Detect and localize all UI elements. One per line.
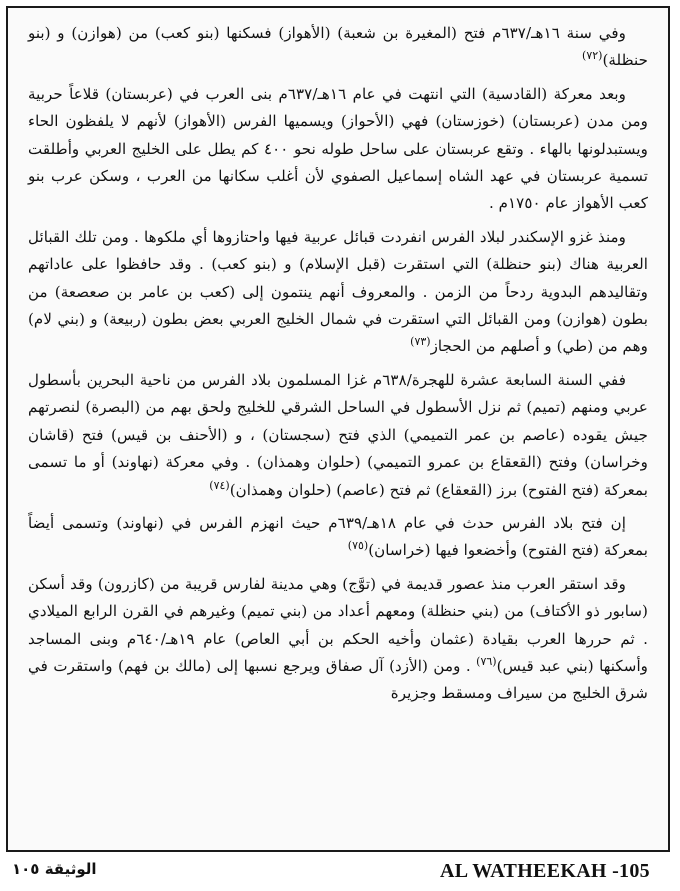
- footnote-ref[interactable]: (٧٣): [410, 335, 431, 349]
- journal-name-arabic: الوثيقة ١٠٥: [12, 860, 97, 878]
- paragraph-text: ومنذ غزو الإسكندر لبلاد الفرس انفردت قبائل عربية فيها واحتازوها أي ملكوها . ومن تلك القبائل العربية هناك (بنو حنظلة) التي استقرت (قبل الإسلام) و (بنو كعب) . وقد حافظوا على عاداتهم وتقاليدهم البدوية ردحاً من الزمن . والمعروف أنهم ينتمون إلى (كعب بن عامر بن صعصعة) من بطون (هوازن) ومن القبائل التي استقرت في شمال الخليج العربي بعض بطون (ربيعة) و (بني لام) وهم من (طي) و أصلهم من الحجاز: [28, 227, 648, 356]
- paragraph-text: ففي السنة السابعة عشرة للهجرة/٦٣٨م غزا المسلمون بلاد الفرس من ناحية البحرين بأسطول عربي ومنهم (تميم) ثم نزل الأسطول في الساحل الشرقي للخليج ولحق بهم من (البصرة) لنصرتهم جيش يقوده (عاصم بن عمر التميمي) الذي فتح (سجستان) ، و (الأحنف بن قيس) فتح (قاشان وخراسان) وفتح (القعقاع بن عمرو التميمي) (حلوان وهمذان) . وفي معركة (نهاوند) أو ما تسمى بمعركة (فتح الفتوح) برز (القعقاع) ثم فتح (عاصم) (حلوان وهمذان): [28, 370, 648, 499]
- page-footer: [0, 852, 680, 891]
- paragraph-2: [28, 81, 648, 218]
- footnote-ref[interactable]: (٧٥): [347, 539, 369, 553]
- paragraph-6: [28, 571, 648, 708]
- journal-name-english: AL WATHEEKAH -105: [440, 860, 650, 882]
- paragraph-text: إن فتح بلاد الفرس حدث في عام ١٨هـ/٦٣٩م حيث انهزم الفرس في (نهاوند) وتسمى أيضاً بمعركة (فتح الفتوح) وأخضعوا فيها (خراسان): [28, 513, 648, 560]
- paragraph-5: [28, 510, 648, 565]
- footnote-ref[interactable]: (٧٢): [582, 49, 603, 63]
- paragraph-text: وفي سنة ١٦هـ/٦٣٧م فتح (المغيرة بن شعبة) (الأهواز) فسكنها (بنو كعب) من (هوازن) و (بنو حنظلة): [28, 24, 648, 70]
- paragraph-text: وبعد معركة (القادسية) التي انتهت في عام ١٦هـ/٦٣٧م بنى العرب في (عربستان) قلاعاً حربية ومن مدن (عربستان) (خوزستان) فهي (الأحواز) ويسميها الفرس (الأهواز) لأنهم لا يلفظون الحاء ويستبدلونها بالهاء . وتقع عربستان على ساحل طوله نحو ٤٠٠ كم يطل على الخليج العربي وأطلقت تسمية عربستان في عهد الشاه إسماعيل الصفوي لأن أغلب سكانها من العرب ، وسكن عرب بنو كعب الأهواز عام ١٧٥٠م .: [28, 84, 648, 213]
- paragraph-text-continued: . ومن (الأزد) آل صفاق ويرجع نسبها إلى (مالك بن فهم) واستقرت في شرق الخليج من سيراف ومسقط وجزيرة: [28, 656, 648, 703]
- paragraph-text: وقد استقر العرب منذ عصور قديمة في (توَّج) وهي مدينة لفارس قريبة من (كازرون) وقد أسكن (سابور ذو الأكتاف) من (بني حنظلة) ومعهم أعداد من (بني تميم) وغيرهم في القرن الرابع الميلادي . ثم حررها العرب بقيادة (عثمان وأخيه الحكم بن أبي العاص) عام ١٩هـ/٦٤٠م وبنى المساجد وأسكنها (بني عبد قيس): [28, 574, 649, 675]
- footnote-ref[interactable]: (٧٦): [476, 654, 497, 668]
- paragraph-4: [28, 367, 648, 504]
- paragraph-1: [28, 20, 648, 75]
- article-body: [28, 20, 648, 714]
- text-frame: [6, 6, 670, 852]
- footnote-ref[interactable]: (٧٤): [209, 478, 230, 492]
- paragraph-3: [28, 224, 648, 361]
